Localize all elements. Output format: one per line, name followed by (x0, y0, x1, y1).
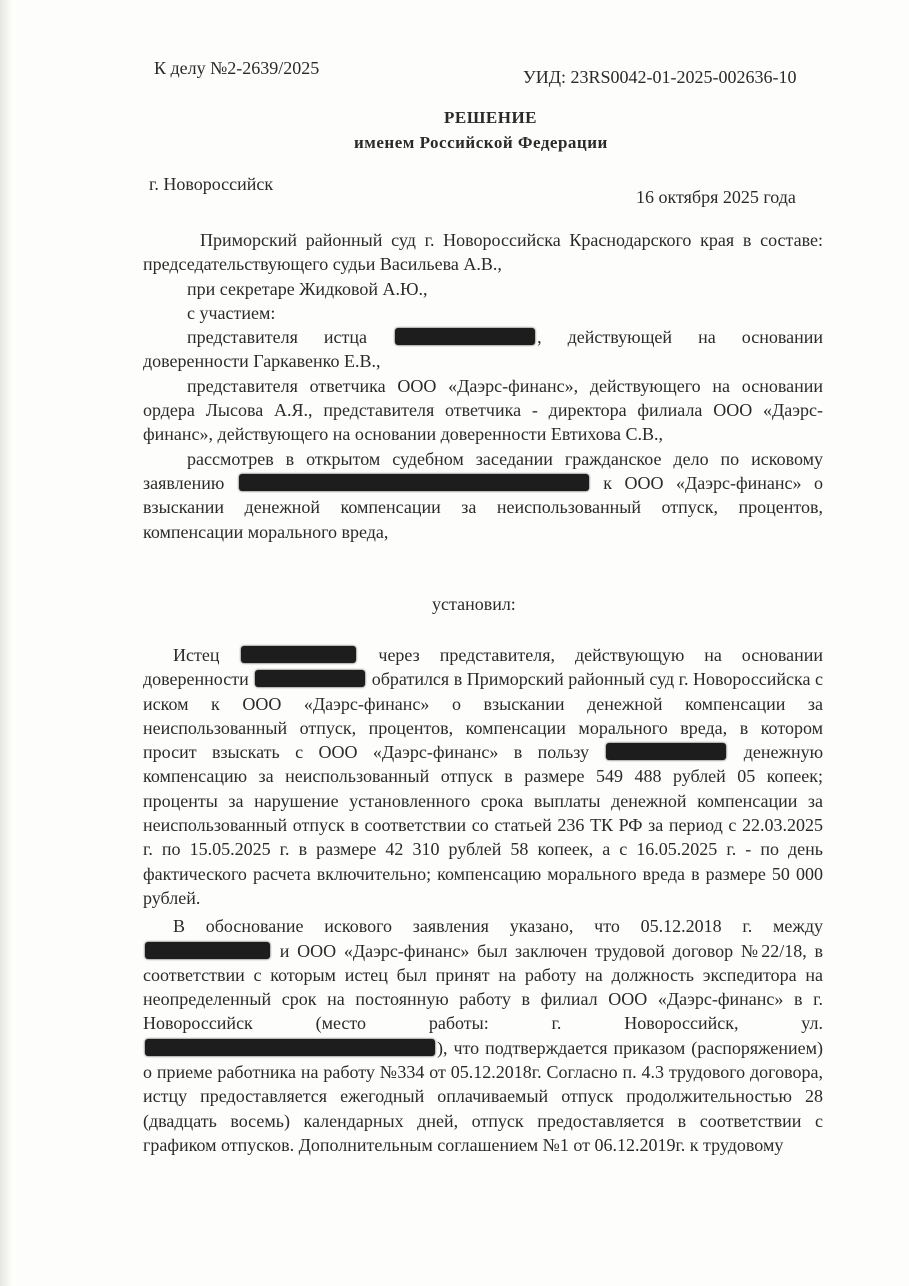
defendant-representatives: представителя ответчика ООО «Даэрс-финанс», действующего на основании ордера Лысова А.Я., представителя ответчика - директора филиала ООО «Даэрс-финанс», действующего на основании доверенности Евтихова С.В., (143, 375, 823, 445)
secretary-line: при секретаре Жидковой А.Ю., (187, 278, 428, 299)
text-fragment: Истец (173, 645, 220, 665)
court-composition: Приморский районный суд г. Новороссийска Краснодарского края в составе: председательствующего судьи Васильева А.В., (143, 230, 823, 275)
text-fragment: В обоснование искового заявления указано, что 05.12.2018 г. между (173, 916, 823, 937)
text-fragment: к ООО «Даэрс-финанс» о взыскании денежной компенсации за неиспользованный отпуск, процентов, компенсации морального вреда, (143, 472, 823, 542)
intro-block (143, 228, 823, 544)
participation-line: с участием: (187, 302, 276, 323)
redaction (145, 942, 270, 959)
text-fragment: ), что подтверждается приказом (распоряжением) о приеме работника на работу №334 от 05.12.2018г. Согласно п. 4.3 трудового договора, истцу предоставляется ежегодный оплачиваемый отпуск продолжительностью 28 (двадцать восемь) календарных дней, отпуск предоставляется в соответствии с графиком отпусков. Дополнительным соглашением №1 от 06.12.2019г. к трудовому (143, 1037, 823, 1155)
considered-line (143, 447, 823, 544)
redaction (145, 1039, 435, 1056)
main-text (143, 643, 823, 1157)
redaction (241, 646, 356, 663)
redaction (395, 328, 535, 345)
redaction (606, 743, 726, 760)
case-number: К делу №2-2639/2025 (154, 58, 320, 78)
paragraph-2 (143, 914, 823, 1157)
redaction (255, 670, 365, 687)
document-subtitle: именем Российской Федерации (354, 133, 608, 152)
redaction (239, 474, 589, 491)
text-fragment: обратился в Приморский районный суд г. Новороссийска с иском к ООО «Даэрс-финанс» о взыскании денежной компенсации за неиспользованный отпуск, процентов, компенсации морального вреда, в котором просит взыскать с ООО «Даэрс-финанс» в пользу (143, 669, 824, 763)
decision-date: 16 октября 2025 года (636, 187, 796, 207)
place: г. Новороссийск (149, 174, 274, 194)
text-fragment: , действующей на основании доверенности Гаркавенко Е.В., (143, 327, 823, 372)
case-uid: УИД: 23RS0042-01-2025-002636-10 (523, 67, 797, 87)
text-fragment: рассмотрев в открытом судебном заседании гражданское дело по исковому заявлению (143, 448, 823, 493)
text-fragment: и ООО «Даэрс-финанс» был заключен трудовой договор №22/18, в соответствии с которым истец был принят на работу на должность экспедитора на неопределенный срок на постоянную работу в филиал ООО «Даэрс-финанс» в г. Новороссийск (место работы: г. Новороссийск, ул. (143, 940, 823, 1034)
document-title: РЕШЕНИЕ (444, 108, 538, 127)
paragraph-1 (143, 643, 823, 910)
text-fragment: через представителя, действующую на основании доверенности (143, 645, 824, 690)
text-fragment: представителя истца (187, 327, 368, 348)
plaintiff-representative (143, 325, 823, 374)
scan-edge (0, 0, 12, 1286)
established-heading: установил: (432, 594, 516, 614)
text-fragment: денежную компенсацию за неиспользованный отпуск в размере 549 488 рублей 05 копеек; проценты за нарушение установленного срока выплаты денежной компенсации за неиспользованный отпуск в соответствии со статьей 236 ТК РФ за период с 22.03.2025 г. по 15.05.2025 г. в размере 42 310 рублей 58 копеек, а с 16.05.2025 г. - по день фактического расчета включительно; компенсацию морального вреда в размере 50 000 рублей. (143, 742, 824, 908)
